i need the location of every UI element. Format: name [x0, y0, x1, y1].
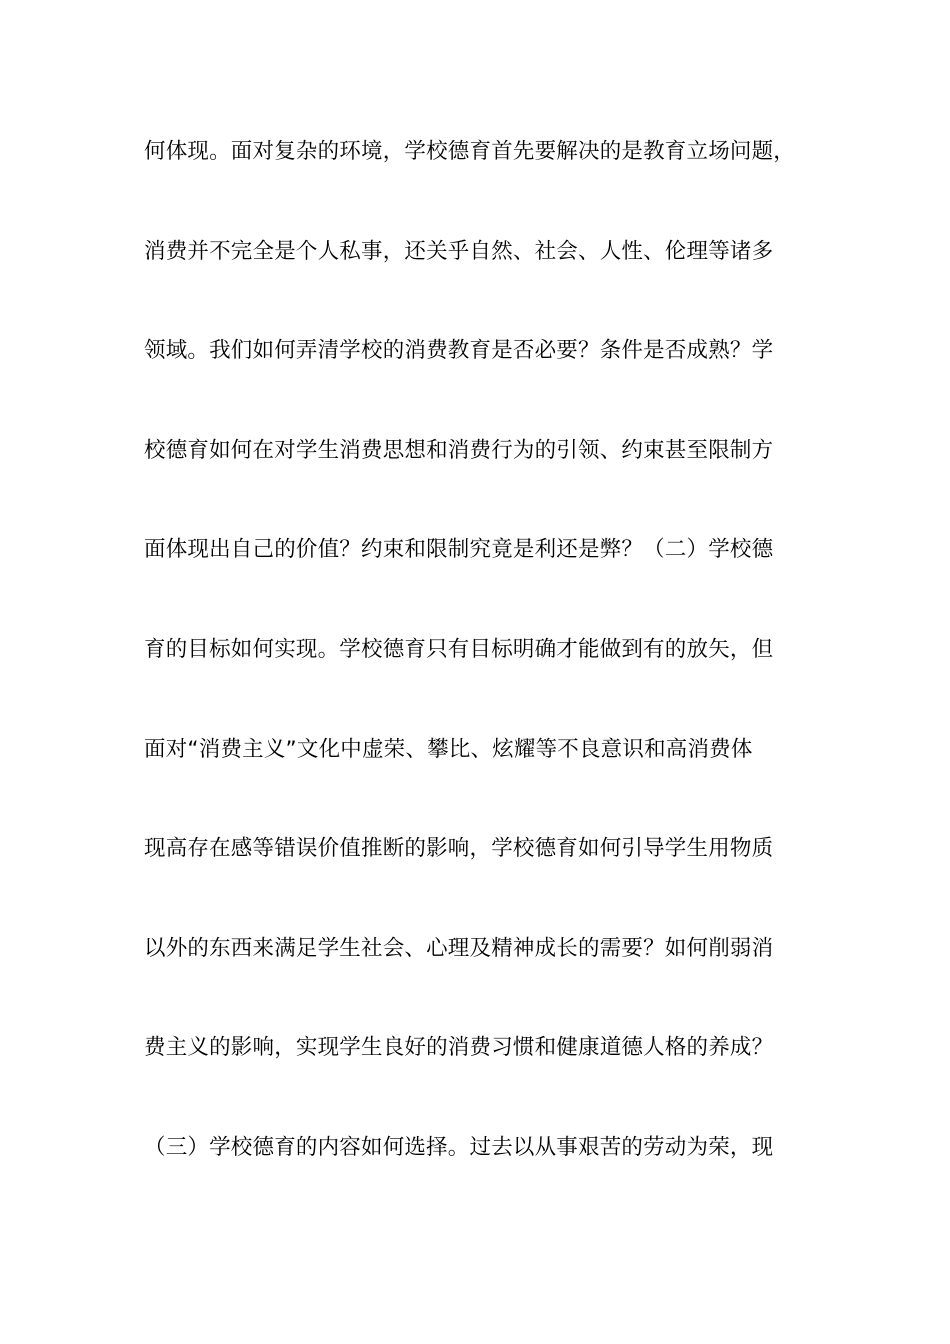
- body-text: [144, 130, 824, 1226]
- text-line: （三）学校德育的内容如何选择。过去以从事艰苦的劳动为荣，现: [144, 1134, 774, 1160]
- text-line: 面体现出自己的价值？约束和限制究竟是利还是弊？（二）学校德: [144, 537, 774, 563]
- text-line: 费主义的影响，实现学生良好的消费习惯和健康道德人格的养成？: [144, 1035, 774, 1061]
- text-line: 以外的东西来满足学生社会、心理及精神成长的需要？如何削弱消: [144, 935, 774, 961]
- text-line: 领域。我们如何弄清学校的消费教育是否必要？条件是否成熟？学: [144, 338, 774, 364]
- text-line: 校德育如何在对学生消费思想和消费行为的引领、约束甚至限制方: [144, 437, 774, 463]
- text-line: 消费并不完全是个人私事，还关乎自然、社会、人性、伦理等诸多: [144, 238, 774, 264]
- text-line: 育的目标如何实现。学校德育只有目标明确才能做到有的放矢，但: [144, 636, 774, 662]
- text-line: 面对“消费主义”文化中虚荣、攀比、炫耀等不良意识和高消费体: [144, 736, 753, 762]
- text-line: 现高存在感等错误价值推断的影响，学校德育如何引导学生用物质: [144, 836, 774, 862]
- text-line: 何体现。面对复杂的环境，学校德育首先要解决的是教育立场问题，: [144, 139, 796, 164]
